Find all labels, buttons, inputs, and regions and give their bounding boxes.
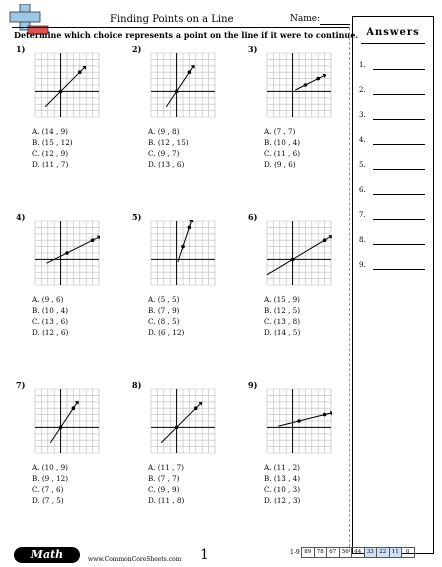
plotted-line bbox=[161, 404, 200, 443]
problem-number: 6) bbox=[248, 212, 258, 222]
answer-blank[interactable] bbox=[373, 94, 425, 95]
worksheet-title: Finding Points on a Line bbox=[110, 14, 234, 25]
problem-number: 1) bbox=[16, 44, 26, 54]
choice-option[interactable]: C. (13 , 6) bbox=[32, 317, 68, 326]
choice-option[interactable]: A. (10 , 9) bbox=[32, 463, 68, 472]
plotted-point bbox=[188, 70, 192, 74]
coordinate-grid bbox=[150, 220, 216, 286]
choice-option[interactable]: A. (7 , 7) bbox=[264, 127, 296, 136]
answer-blank[interactable] bbox=[373, 269, 425, 270]
choice-option[interactable]: B. (12 , 5) bbox=[264, 306, 301, 315]
plotted-point bbox=[59, 426, 63, 430]
header-rule bbox=[12, 27, 350, 28]
score-cell: 22 bbox=[376, 547, 390, 558]
plotted-point bbox=[188, 226, 192, 230]
answer-number: 5. bbox=[359, 161, 366, 169]
problem-number: 4) bbox=[16, 212, 26, 222]
plotted-point bbox=[65, 251, 69, 255]
answer-choices bbox=[148, 462, 184, 506]
coordinate-grid bbox=[266, 220, 332, 286]
answer-number: 2. bbox=[359, 86, 366, 94]
answer-choices bbox=[264, 462, 300, 506]
choice-option[interactable]: C. (10 , 3) bbox=[264, 485, 300, 494]
name-field-line bbox=[320, 24, 350, 25]
choice-option[interactable]: D. (6 , 12) bbox=[148, 328, 185, 337]
choice-option[interactable]: D. (11 , 8) bbox=[148, 496, 185, 505]
answer-number: 7. bbox=[359, 211, 366, 219]
answer-number: 3. bbox=[359, 111, 366, 119]
answer-choices bbox=[32, 126, 73, 170]
name-label: Name: bbox=[290, 14, 321, 24]
answer-choices bbox=[264, 294, 300, 338]
answer-choices bbox=[32, 294, 68, 338]
answer-blank[interactable] bbox=[373, 69, 425, 70]
site-url: www.CommonCoreSheets.com bbox=[88, 556, 182, 563]
choice-option[interactable]: D. (11 , 7) bbox=[32, 160, 69, 169]
coordinate-grid bbox=[34, 52, 100, 118]
problem-number: 3) bbox=[248, 44, 258, 54]
coordinate-grid bbox=[34, 220, 100, 286]
answer-blank[interactable] bbox=[373, 194, 425, 195]
answer-choices bbox=[148, 126, 189, 170]
choice-option[interactable]: A. (14 , 9) bbox=[32, 127, 68, 136]
answer-number: 9. bbox=[359, 261, 366, 269]
plotted-point bbox=[59, 90, 63, 94]
answer-number: 6. bbox=[359, 186, 366, 194]
answer-blank[interactable] bbox=[373, 169, 425, 170]
choice-option[interactable]: D. (12 , 3) bbox=[264, 496, 301, 505]
answer-blank[interactable] bbox=[373, 144, 425, 145]
score-cell: 33 bbox=[364, 547, 378, 558]
choice-option[interactable]: A. (5 , 5) bbox=[148, 295, 180, 304]
answer-blank[interactable] bbox=[373, 119, 425, 120]
answer-number: 1. bbox=[359, 61, 366, 69]
choice-option[interactable]: C. (12 , 9) bbox=[32, 149, 68, 158]
problem-number: 9) bbox=[248, 380, 258, 390]
choice-option[interactable]: D. (13 , 6) bbox=[148, 160, 185, 169]
coordinate-grid bbox=[266, 388, 332, 454]
plotted-point bbox=[175, 90, 179, 94]
coordinate-grid bbox=[150, 388, 216, 454]
score-cell: 44 bbox=[351, 547, 365, 558]
answer-panel bbox=[352, 16, 434, 554]
choice-option[interactable]: A. (15 , 9) bbox=[264, 295, 300, 304]
plotted-point bbox=[78, 70, 82, 74]
coordinate-grid bbox=[266, 52, 332, 118]
plotted-point bbox=[72, 406, 76, 410]
cut-line bbox=[349, 27, 350, 552]
plotted-line bbox=[45, 68, 84, 107]
answer-choices bbox=[264, 126, 300, 170]
answer-choices bbox=[32, 462, 68, 506]
choice-option[interactable]: B. (9 , 12) bbox=[32, 474, 69, 483]
problem-number: 7) bbox=[16, 380, 26, 390]
choice-option[interactable]: A. (11 , 7) bbox=[148, 463, 184, 472]
score-cell: 0 bbox=[401, 547, 415, 558]
choice-option[interactable]: B. (7 , 9) bbox=[148, 306, 180, 315]
choice-option[interactable]: B. (7 , 7) bbox=[148, 474, 180, 483]
choice-option[interactable]: B. (15 , 12) bbox=[32, 138, 73, 147]
score-cell: 67 bbox=[326, 547, 340, 558]
score-cell: 78 bbox=[314, 547, 328, 558]
answers-title: Answers bbox=[366, 27, 420, 38]
choice-option[interactable]: D. (12 , 6) bbox=[32, 328, 69, 337]
problem-number: 8) bbox=[132, 380, 142, 390]
plotted-point bbox=[194, 406, 198, 410]
score-table bbox=[302, 547, 415, 558]
score-range-label: 1-9 bbox=[290, 549, 300, 556]
choice-option[interactable]: A. (9 , 8) bbox=[148, 127, 180, 136]
page-number: 1 bbox=[200, 547, 209, 563]
plotted-point bbox=[291, 258, 295, 262]
choice-option[interactable]: B. (12 , 15) bbox=[148, 138, 189, 147]
answer-blank[interactable] bbox=[373, 219, 425, 220]
choice-option[interactable]: D. (14 , 5) bbox=[264, 328, 301, 337]
answers-title-rule bbox=[361, 43, 425, 44]
choice-option[interactable]: C. (8 , 5) bbox=[148, 317, 180, 326]
score-cell: 89 bbox=[301, 547, 315, 558]
answer-number: 8. bbox=[359, 236, 366, 244]
choice-option[interactable]: C. (9 , 7) bbox=[148, 149, 180, 158]
score-cell: 56 bbox=[339, 547, 353, 558]
choice-option[interactable]: C. (11 , 6) bbox=[264, 149, 300, 158]
brand-label: Math bbox=[30, 548, 64, 561]
answer-blank[interactable] bbox=[373, 244, 425, 245]
plotted-point bbox=[323, 238, 327, 242]
choice-option[interactable]: D. (7 , 5) bbox=[32, 496, 64, 505]
plotted-point bbox=[91, 238, 95, 242]
choice-option[interactable]: D. (9 , 6) bbox=[264, 160, 296, 169]
choice-option[interactable]: A. (11 , 2) bbox=[264, 463, 300, 472]
choice-option[interactable]: C. (7 , 6) bbox=[32, 485, 64, 494]
plotted-point bbox=[297, 419, 301, 423]
score-cell: 11 bbox=[389, 547, 403, 558]
plotted-point bbox=[316, 77, 320, 81]
instructions: Determine which choice represents a point on the line if it were to continue. bbox=[14, 30, 359, 40]
choice-option[interactable]: C. (9 , 9) bbox=[148, 485, 180, 494]
problem-number: 2) bbox=[132, 44, 142, 54]
choice-option[interactable]: B. (13 , 4) bbox=[264, 474, 301, 483]
answer-number: 4. bbox=[359, 136, 366, 144]
choice-option[interactable]: A. (9 , 6) bbox=[32, 295, 64, 304]
plotted-point bbox=[304, 83, 308, 87]
plotted-point bbox=[181, 245, 185, 249]
plotted-point bbox=[175, 426, 179, 430]
plotted-point bbox=[323, 413, 327, 417]
choice-option[interactable]: B. (10 , 4) bbox=[264, 138, 301, 147]
choice-option[interactable]: B. (10 , 4) bbox=[32, 306, 69, 315]
coordinate-grid bbox=[150, 52, 216, 118]
coordinate-grid bbox=[34, 388, 100, 454]
answer-choices bbox=[148, 294, 184, 338]
plotted-line bbox=[267, 237, 330, 275]
problem-number: 5) bbox=[132, 212, 142, 222]
choice-option[interactable]: C. (13 , 8) bbox=[264, 317, 300, 326]
